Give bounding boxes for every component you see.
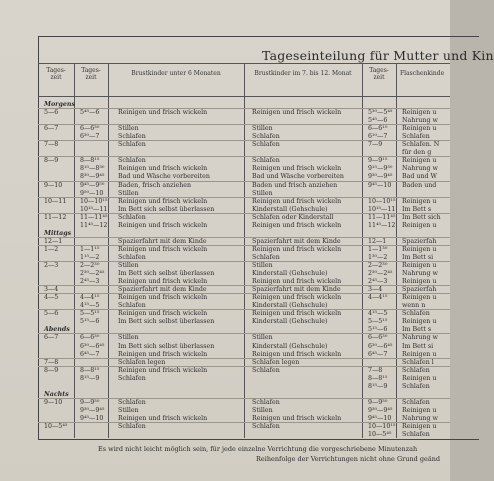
cell-tageszeit: 8—9	[44, 157, 59, 165]
cell-brust-unter-6: Spazierfahrt mit dem Kinde	[118, 237, 207, 245]
row-rule	[38, 261, 450, 262]
cell-brust-unter-6: Schlafen	[118, 141, 146, 149]
cell-brust-unter-6: Stillen	[118, 125, 139, 133]
cell-tageszeit: 1—2	[44, 245, 59, 253]
cell-flaschen: Reinigen u	[402, 125, 437, 133]
cell-brust-7-12: Schlafen legen	[252, 358, 300, 366]
cell-time-3: 9⁴⁵—10	[368, 414, 392, 422]
cell-tageszeit: 2—3	[44, 262, 59, 269]
cell-tageszeit: 12—1	[44, 237, 63, 245]
cell-flaschen: Nahrung w	[402, 165, 438, 173]
cell-brust-7-12: Reinigen und frisch wickeln	[252, 109, 342, 117]
cell-tageszeit: Mittags	[44, 229, 72, 237]
cell-time: 5¹⁵—6	[80, 318, 100, 326]
cell-brust-7-12: Schlafen	[252, 133, 280, 141]
cell-time: 6—6³⁰	[80, 334, 100, 342]
cell-brust-unter-6: Reinigen und frisch wickeln	[118, 294, 208, 302]
cell-brust-7-12: Stillen	[252, 334, 273, 342]
cell-time-3: 2³⁰—2⁴⁵	[368, 270, 393, 278]
cell-brust-7-12: Stillen	[252, 406, 273, 414]
cell-brust-7-12: Spazierfahrt mit dem Kinde	[252, 286, 341, 294]
cell-brust-7-12: Reinigen und frisch wickeln	[252, 310, 342, 318]
cell-flaschen: Baden und	[402, 181, 437, 189]
cell-time: 8¹⁵—9	[80, 374, 100, 382]
row-rule	[38, 293, 450, 294]
cell-time: 11—11⁴⁵	[80, 213, 108, 221]
cell-brust-7-12: Schlafen	[252, 423, 280, 430]
cell-brust-7-12: Kinderstall (Gehschule)	[252, 302, 328, 310]
cell-time-3: 2—2³⁰	[368, 262, 388, 269]
row-rule	[38, 156, 450, 157]
cell-brust-7-12: Baden und frisch anziehen	[252, 181, 338, 189]
cell-brust-7-12: Schlafen	[252, 157, 280, 165]
cell-time-3: 6³⁰—6⁴⁵	[368, 342, 393, 350]
cell-brust-unter-6: Schlafen	[118, 302, 146, 310]
cell-brust-unter-6: Im Bett sich selbst überlassen	[118, 318, 215, 326]
cell-brust-unter-6: Im Bett sich selbst überlassen	[118, 342, 215, 350]
cell-brust-7-12: Reinigen und frisch wickeln	[252, 414, 342, 422]
cell-time-3: 4—4¹⁵	[368, 294, 388, 302]
cell-tageszeit: 10—11	[44, 197, 67, 205]
row-rule	[38, 358, 450, 359]
cell-time: 6³⁰—6⁴⁵	[80, 342, 105, 350]
cell-tageszeit: Morgens	[44, 101, 76, 108]
cell-brust-unter-6: Baden, frisch anziehen	[118, 181, 192, 189]
cell-flaschen: Reinigen u	[402, 197, 437, 205]
cell-time-3: 6—6³⁰	[368, 334, 388, 342]
cell-tageszeit: Abends	[44, 326, 70, 334]
cell-brust-unter-6: Im Bett sich selbst überlassen	[118, 270, 215, 278]
cell-time: 9³⁰—9⁴⁵	[80, 406, 105, 414]
cell-time: 4¹⁵—5	[80, 302, 100, 310]
cell-brust-7-12: Reinigen und frisch wickeln	[252, 221, 342, 229]
cell-tageszeit: 4—5	[44, 294, 59, 302]
cell-brust-unter-6: Reinigen und frisch wickeln	[118, 197, 208, 205]
cell-time-3: 9—9¹⁵	[368, 157, 388, 165]
cell-brust-7-12: Kinderstall (Gehschule)	[252, 205, 328, 213]
cell-brust-unter-6: Reinigen und frisch wickeln	[118, 245, 208, 253]
cell-time-3: 9¹⁵—9³⁰	[368, 165, 393, 173]
cell-brust-unter-6: Schlafen	[118, 374, 146, 382]
cell-time: 9⁴⁵—9⁵⁰	[80, 181, 105, 189]
row-rule	[38, 181, 450, 182]
row-rule	[38, 237, 450, 238]
cell-flaschen: Reinigen u	[402, 374, 437, 382]
cell-flaschen: Bad und W	[402, 173, 438, 181]
cell-time-3: 6—6¹⁰	[368, 125, 388, 133]
cell-flaschen: Schlafen	[402, 366, 430, 374]
row-rule	[38, 285, 450, 286]
cell-brust-7-12: Bad und Wäsche vorbereiten	[252, 173, 344, 181]
cell-time-3: 1—1³⁰	[368, 245, 388, 253]
cell-time-3: 2⁴⁵—3	[368, 278, 388, 286]
cell-brust-unter-6: Reinigen und frisch wickeln	[118, 165, 208, 173]
cell-brust-7-12: Stillen	[252, 125, 273, 133]
row-rule	[38, 213, 450, 214]
cell-flaschen: Im Bett s	[402, 205, 432, 213]
cell-brust-7-12: Reinigen und frisch wickeln	[252, 294, 342, 302]
cell-flaschen: Reinigen u	[402, 350, 437, 358]
header-tageszeit-3: Tages- zeit	[369, 67, 389, 81]
cell-time: 6³⁰—7	[80, 133, 100, 141]
cell-time-3: 11—11⁴⁵	[368, 213, 396, 221]
cell-tageszeit: 7—8	[44, 358, 59, 366]
cell-brust-7-12: Kinderstall (Gehschule)	[252, 318, 328, 326]
cell-flaschen: Schlafen	[402, 398, 430, 406]
cell-time: 6—6³⁰	[80, 125, 100, 133]
cell-brust-7-12: Stillen	[252, 189, 273, 197]
cell-time-3: 3—4	[368, 286, 383, 294]
cell-time: 2³⁰—2⁴⁵	[80, 270, 105, 278]
cell-time: 8—8¹⁵	[80, 366, 100, 374]
page-title: Tageseinteilung für Mutter und Kin	[262, 48, 494, 63]
cell-brust-unter-6: Stillen	[118, 262, 139, 269]
cell-time: 5⁴⁵—6	[80, 109, 100, 117]
row-rule	[38, 108, 450, 109]
cell-time: 1—1¹⁵	[80, 245, 100, 253]
cell-tageszeit: 10—5⁴⁵	[44, 423, 68, 430]
cell-brust-unter-6: Reinigen und frisch wickeln	[118, 366, 208, 374]
cell-time: 8³⁰—9⁴⁵	[80, 173, 105, 181]
cell-flaschen: Spazierfah	[402, 237, 437, 245]
cell-time: 5—5¹⁵	[80, 310, 100, 318]
col-rule	[362, 63, 363, 438]
cell-time-3: 7—8	[368, 366, 383, 374]
cell-time-3: 5¹⁵—6	[368, 326, 388, 334]
cell-tageszeit: 7—8	[44, 141, 59, 149]
cell-time-3: 12—1	[368, 237, 387, 245]
col-rule	[74, 63, 75, 438]
cell-tageszeit: 3—4	[44, 286, 59, 294]
cell-brust-unter-6: Bad und Wäsche vorbereiten	[118, 173, 210, 181]
cell-time: 8—8¹⁵	[80, 157, 100, 165]
cell-time: 4—4¹⁵	[80, 294, 100, 302]
cell-time-3: 7—9	[368, 141, 383, 149]
cell-time-3: 5—5¹⁵	[368, 318, 388, 326]
cell-flaschen: Im Bett si	[402, 253, 434, 261]
cell-time-3: 5³⁰—5⁴⁵	[368, 109, 393, 117]
cell-flaschen: Schlafen	[402, 431, 430, 439]
cell-flaschen: Reinigen u	[402, 262, 437, 269]
header-tageszeit: Tages- zeit	[46, 67, 66, 81]
cell-brust-unter-6: Reinigen und frisch wickeln	[118, 350, 208, 358]
cell-brust-unter-6: Schlafen legen	[118, 358, 166, 366]
cell-brust-unter-6: Reinigen und frisch wickeln	[118, 278, 208, 286]
cell-brust-7-12: Reinigen und frisch wickeln	[252, 197, 342, 205]
cell-flaschen: Reinigen u	[402, 423, 437, 430]
cell-flaschen: Reinigen u	[402, 294, 437, 302]
row-rule	[38, 366, 450, 367]
cell-brust-unter-6: Stillen	[118, 189, 139, 197]
cell-time-3: 10—10¹⁵	[368, 423, 396, 430]
cell-flaschen: Schlafen. N	[402, 141, 440, 149]
cell-brust-7-12: Kinderstall (Gehschule)	[252, 342, 328, 350]
cell-flaschen: Spazierfah	[402, 286, 437, 294]
cell-flaschen: Schlafen	[402, 133, 430, 141]
cell-tageszeit: 5—6	[44, 109, 59, 117]
cell-time-3: 9³⁰—9⁴⁵	[368, 173, 393, 181]
cell-time-3: 4¹⁵—5	[368, 310, 388, 318]
cell-brust-7-12: Stillen	[252, 262, 273, 269]
cell-brust-unter-6: Reinigen und frisch wickeln	[118, 414, 208, 422]
cell-brust-7-12: Schlafen oder Kinderstall	[252, 213, 334, 221]
cell-time: 9⁴⁵—10	[80, 414, 104, 422]
header-tageszeit-2: Tages- zeit	[81, 67, 101, 81]
cell-time-3: 9—9³⁰	[368, 398, 388, 406]
col-rule	[396, 63, 397, 438]
cell-flaschen: Im Bett sich	[402, 213, 441, 221]
col-rule	[108, 63, 109, 438]
cell-brust-7-12: Reinigen und frisch wickeln	[252, 165, 342, 173]
footer-line-2: Reihenfolge der Verrichtungen nicht ohne Grund geänd	[256, 455, 441, 463]
row-rule	[38, 140, 450, 141]
cell-brust-unter-6: Schlafen	[118, 398, 146, 406]
cell-brust-unter-6: Im Bett sich selbst überlassen	[118, 205, 215, 213]
cell-time-3: 6¹⁰—7	[368, 133, 388, 141]
cell-brust-unter-6: Schlafen	[118, 213, 146, 221]
cell-brust-7-12: Schlafen	[252, 398, 280, 406]
cell-flaschen: Schlafen l	[402, 358, 434, 366]
cell-time: 6⁴⁵—7	[80, 350, 100, 358]
cell-time: 2⁴⁵—3	[80, 278, 100, 286]
cell-brust-unter-6: Schlafen	[118, 133, 146, 141]
cell-tageszeit: Nachts	[44, 390, 69, 398]
cell-tageszeit: 6—7	[44, 125, 59, 133]
header-brustkinder-unter-6: Brustkinder unter 6 Monaten	[131, 70, 221, 77]
cell-tageszeit: 6—7	[44, 334, 59, 342]
cell-flaschen: wenn n	[402, 302, 426, 310]
cell-time-3: 11⁴⁵—12	[368, 221, 396, 229]
cell-flaschen: Reinigen u	[402, 109, 437, 117]
cell-brust-unter-6: Schlafen	[118, 253, 146, 261]
cell-brust-7-12: Schlafen	[252, 253, 280, 261]
row-rule	[38, 197, 450, 198]
cell-time: 10¹⁵—11	[80, 205, 108, 213]
cell-flaschen: Nahrung w	[402, 334, 438, 342]
cell-brust-unter-6: Schlafen	[118, 157, 146, 165]
footer-line-1: Es wird nicht leicht möglich sein, für jede einzelne Verrichtung die vorgeschriebene Minutenzah	[98, 445, 418, 453]
cell-time-3: 10—10¹⁵	[368, 197, 396, 205]
cell-tageszeit: 8—9	[44, 366, 59, 374]
cell-brust-unter-6: Spazierfahrt mit dem Kinde	[118, 286, 207, 294]
cell-flaschen: Reinigen u	[402, 278, 437, 286]
cell-time-3: 8—8¹⁵	[368, 374, 388, 382]
cell-flaschen: Reinigen u	[402, 406, 437, 414]
cell-time-3: 9³⁰—9⁴⁵	[368, 406, 393, 414]
cell-brust-unter-6: Reinigen und frisch wickeln	[118, 109, 208, 117]
cell-brust-7-12: Reinigen und frisch wickeln	[252, 350, 342, 358]
cell-flaschen: Schlafen	[402, 382, 430, 390]
cell-flaschen: Nahrung w	[402, 270, 438, 278]
cell-tageszeit: 9—10	[44, 181, 63, 189]
cell-time-3: 1³⁰—2	[368, 253, 388, 261]
cell-brust-unter-6: Reinigen und frisch wickeln	[118, 221, 208, 229]
row-rule	[38, 309, 450, 310]
cell-time-3: 9⁴⁵—10	[368, 181, 392, 189]
cell-flaschen: Im Bett s	[402, 326, 432, 334]
cell-flaschen: Nahrung w	[402, 414, 438, 422]
cell-time: 9—9³⁰	[80, 398, 100, 406]
cell-tageszeit: 5—6	[44, 310, 59, 318]
cell-brust-7-12: Schlafen	[252, 366, 280, 374]
cell-flaschen: Reinigen u	[402, 245, 437, 253]
col-rule	[244, 63, 245, 438]
row-rule	[38, 245, 450, 246]
cell-time: 1¹⁵—2	[80, 253, 100, 261]
header-brustkinder-7-12: Brustkinder im 7. bis 12. Monat	[254, 70, 352, 77]
row-rule	[38, 333, 450, 334]
cell-flaschen: Schlafen	[402, 310, 430, 318]
cell-time: 11⁴⁵—12	[80, 221, 108, 229]
cell-time-3: 8¹⁵—9	[368, 382, 388, 390]
cell-brust-unter-6: Stillen	[118, 334, 139, 342]
row-rule	[38, 422, 450, 423]
cell-time: 9⁵⁰—10	[80, 189, 104, 197]
cell-time: 2—2³⁰	[80, 262, 100, 269]
row-rule	[38, 398, 450, 399]
header-flaschenkinder: Flaschenkinde	[400, 70, 445, 77]
cell-brust-unter-6: Stillen	[118, 406, 139, 414]
cell-flaschen: Im Bett si	[402, 342, 434, 350]
cell-tageszeit: 11—12	[44, 213, 67, 221]
cell-brust-7-12: Reinigen und frisch wickeln	[252, 245, 342, 253]
cell-tageszeit: 9—10	[44, 398, 63, 406]
cell-flaschen: Reinigen u	[402, 318, 437, 326]
cell-brust-unter-6: Reinigen und frisch wickeln	[118, 310, 208, 318]
cell-time: 8¹⁵—8³⁰	[80, 165, 105, 173]
cell-time-3: 10¹⁵—11	[368, 205, 396, 213]
cell-brust-7-12: Schlafen	[252, 141, 280, 149]
cell-brust-7-12: Reinigen und frisch wickeln	[252, 278, 342, 286]
cell-time-3: 6⁴⁵—7	[368, 350, 388, 358]
cell-time-3: 10—5⁴⁵	[368, 431, 392, 439]
cell-flaschen: Nahrung w	[402, 117, 438, 125]
cell-time: 10—10¹⁵	[80, 197, 108, 205]
cell-brust-7-12: Kinderstall (Gehschule)	[252, 270, 328, 278]
cell-brust-unter-6: Schlafen	[118, 423, 146, 430]
cell-flaschen: für den g	[402, 149, 432, 157]
row-rule	[38, 124, 450, 125]
cell-flaschen: Reinigen u	[402, 221, 437, 229]
cell-brust-7-12: Spazierfahrt mit dem Kinde	[252, 237, 341, 245]
cell-flaschen: Reinigen u	[402, 157, 437, 165]
cell-time-3: 5⁴⁵—6	[368, 117, 388, 125]
